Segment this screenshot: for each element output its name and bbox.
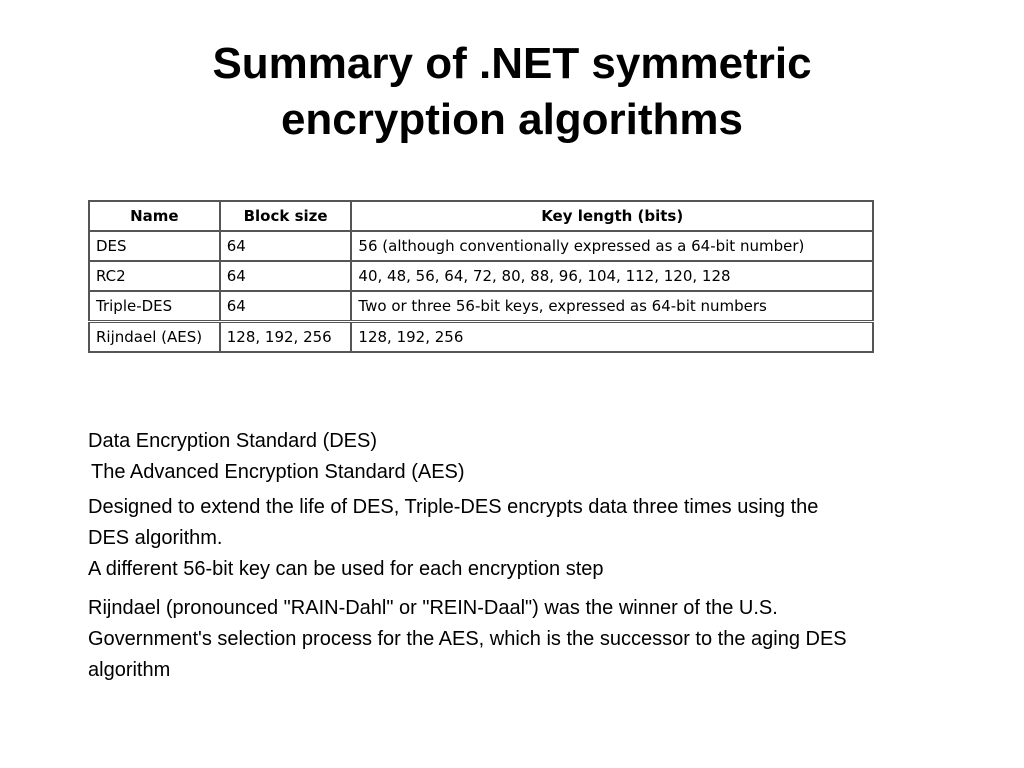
cell-block-size: 64 [220,231,352,261]
cell-name: DES [89,231,220,261]
cell-name: Triple-DES [89,291,220,322]
triple-des-line-2: DES algorithm. [88,527,223,549]
slide-title-line-1: Summary of .NET symmetric [212,39,812,88]
header-key-length: Key length (bits) [351,201,873,231]
cell-name: Rijndael (AES) [89,322,220,353]
rijndael-paragraph [88,593,968,686]
slide-title-line-2: encryption algorithms [280,95,744,144]
notes-section [88,426,968,686]
rijndael-line-3: algorithm [88,659,171,681]
cell-key-length: 56 (although conventionally expressed as a 64-bit number) [351,231,873,261]
aes-label: The Advanced Encryption Standard (AES) [91,461,465,483]
table-row [89,291,873,322]
slide-title [0,36,1024,148]
header-name: Name [89,201,220,231]
header-block-size: Block size [220,201,352,231]
triple-des-paragraph [88,492,968,585]
cell-key-length: 128, 192, 256 [351,322,873,353]
cell-block-size: 64 [220,291,352,322]
triple-des-line-3: A different 56-bit key can be used for each encryption step [88,558,604,580]
cell-name: RC2 [89,261,220,291]
table-row [89,322,873,353]
cell-block-size: 128, 192, 256 [220,322,352,353]
rijndael-line-2: Government's selection process for the AES, which is the successor to the aging DES [88,628,847,650]
triple-des-line-1: Designed to extend the life of DES, Triple-DES encrypts data three times using the [88,496,819,518]
table-row [89,231,873,261]
table-header-row [89,201,873,231]
des-label: Data Encryption Standard (DES) [88,430,378,452]
table-row [89,261,873,291]
cell-key-length: Two or three 56-bit keys, expressed as 64-bit numbers [351,291,873,322]
algorithm-table-container [88,200,874,353]
cell-block-size: 64 [220,261,352,291]
cell-key-length: 40, 48, 56, 64, 72, 80, 88, 96, 104, 112, 120, 128 [351,261,873,291]
algorithm-table [88,200,874,353]
rijndael-line-1: Rijndael (pronounced "RAIN-Dahl" or "REIN-Daal") was the winner of the U.S. [88,597,778,619]
